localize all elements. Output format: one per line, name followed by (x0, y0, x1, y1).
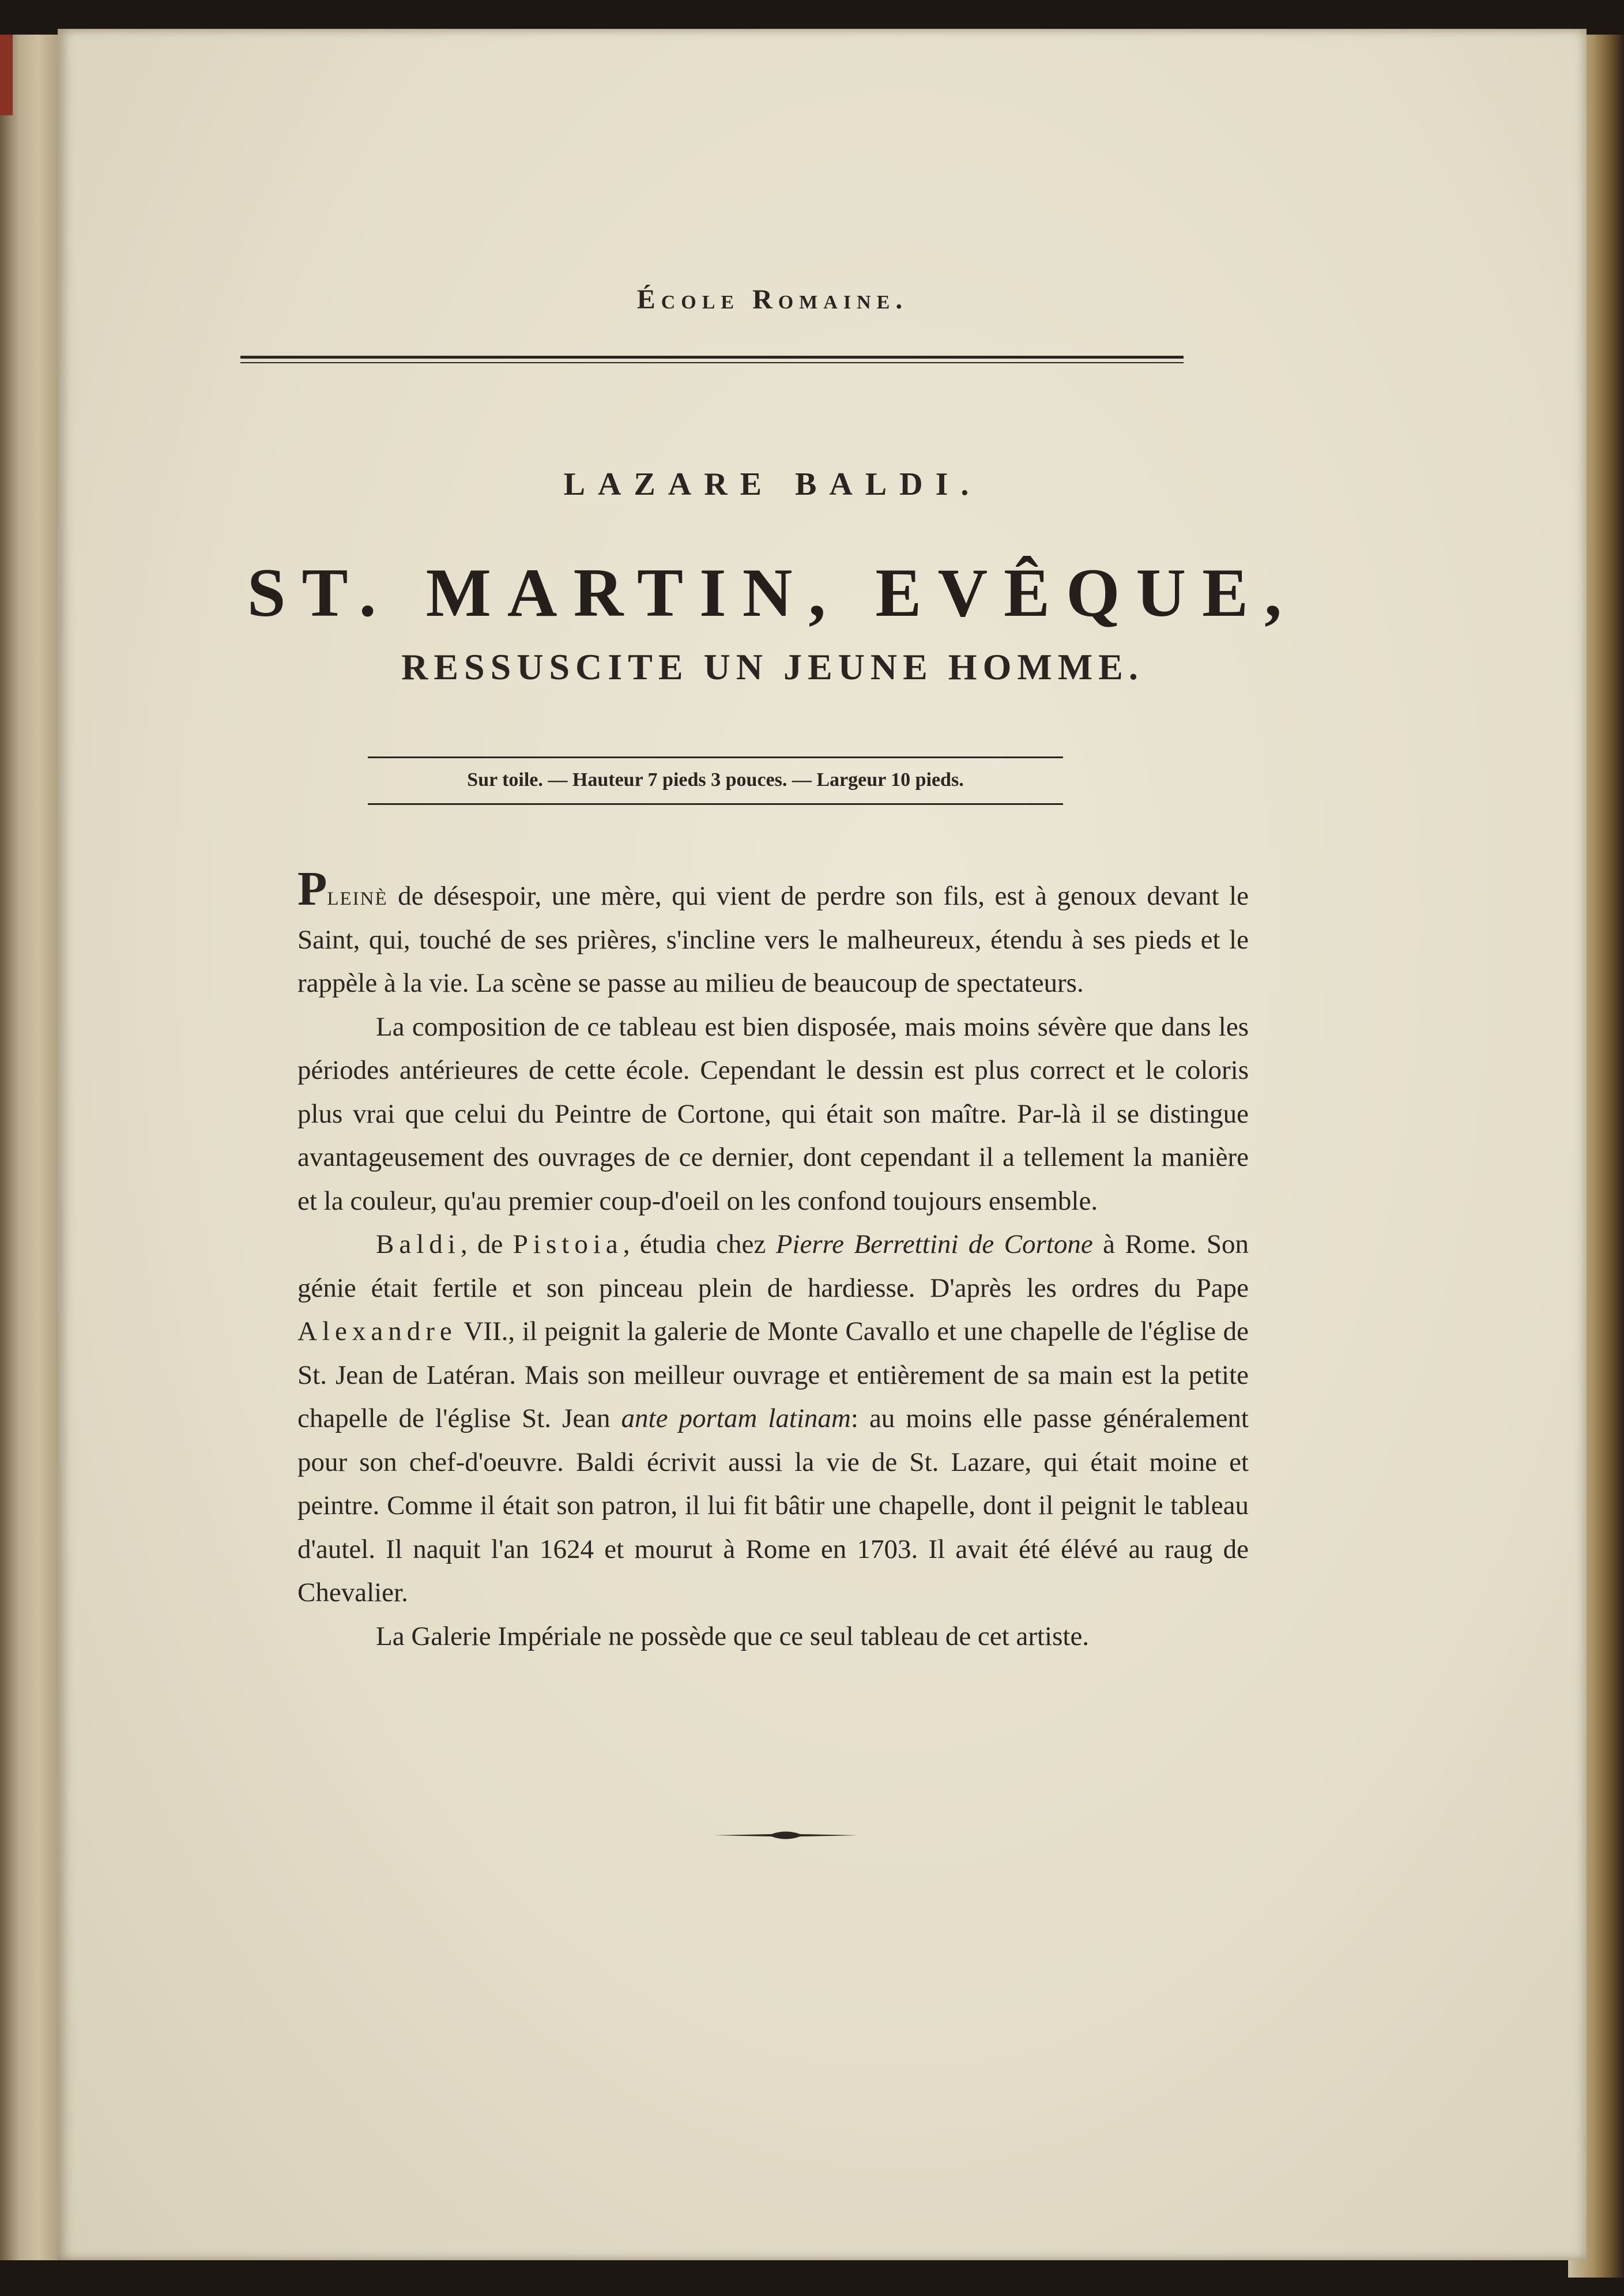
drop-cap: P (297, 862, 327, 916)
paragraph-2: La composition de ce tableau est bien disposée, mais moins sévère que dans les périodes antérieures de cette école. Cependant le dessin est plus correct et le coloris plus vrai que celui du Peintre de Cortone, qui était son maître. Par-là il se distingue avantageusement des ouvrages de ce dernier, dont cependant il a tellement la manière et la couleur, qu'au premier coup-d'oeil on les confond toujours ensemble. (297, 1011, 1249, 1216)
body-text (297, 862, 1249, 1658)
chapel-name-italic: ante portam latinam (621, 1403, 851, 1433)
paragraph-3-text-c: à Rome. Son génie était fertile et son pinceau plein de hardiesse. D'après les ordres du Pape (297, 1229, 1249, 1303)
artist-name: LAZARE BALDI. (563, 466, 982, 502)
teacher-name-italic: Pierre Berrettini de Cortone (775, 1229, 1093, 1259)
paragraph-4: La Galerie Impériale ne possède que ce seul tableau de cet artiste. (376, 1621, 1090, 1651)
dimensions-rule-bottom (368, 803, 1063, 805)
paragraph-3-text-e: : au moins elle passe généralement pour son chef-d'oeuvre. Baldi écrivit aussi la vie de St. Lazare, qui était moine et peintre. Comme il était son patron, il lui fit bâtir une chapelle, dont il peignit le tableau d'autel. Il naquit l'an 1624 et mourut à Rome en 1703. Il avait été élévé au raug de Chevalier. (297, 1403, 1249, 1608)
pope-name-inline: Alexandre (297, 1316, 457, 1346)
running-header (242, 284, 1303, 315)
artist-name-inline: Baldi (376, 1229, 461, 1259)
binding-spine (0, 35, 13, 115)
place-name-inline: Pistoia (513, 1229, 623, 1259)
paragraph-1 (297, 862, 1249, 1006)
opening-smallcaps: leinè (327, 881, 388, 911)
left-page-edge (0, 35, 63, 2260)
paragraph-3-text-a: , de (460, 1229, 513, 1259)
end-ornament (714, 1827, 858, 1844)
header-double-rule (240, 356, 1184, 363)
paragraph-3-text-d: VII., il peignit la galerie de Monte Cavallo et une chapelle de l'église de St. Jean de Latéran. Mais son meilleur ouvrage et entièrement de sa main est la petite chapelle de l'église St. Jean (297, 1316, 1249, 1433)
paragraph-1-text: de désespoir, une mère, qui vient de perdre son fils, est à genoux devant le Saint, qui, touché de ses prières, s'incline vers le malheureux, étendu à ses pieds et le rappèle à la vie. La scène se passe au milieu de beaucoup de spectateurs. (297, 881, 1249, 998)
dimensions-rule-top (368, 756, 1063, 758)
paragraph-3-text-b: , étudia chez (623, 1229, 776, 1259)
painting-subtitle: RESSUSCITE UN JEUNE HOMME. (401, 646, 1144, 687)
paragraph-3 (297, 1223, 1249, 1615)
dimensions-line: Sur toile. — Hauteur 7 pieds 3 pouces. — Largeur 10 pieds. (467, 769, 964, 791)
painting-title: ST. MARTIN, EVÊQUE, (247, 554, 1298, 631)
school-heading: École Romaine. (636, 284, 909, 315)
